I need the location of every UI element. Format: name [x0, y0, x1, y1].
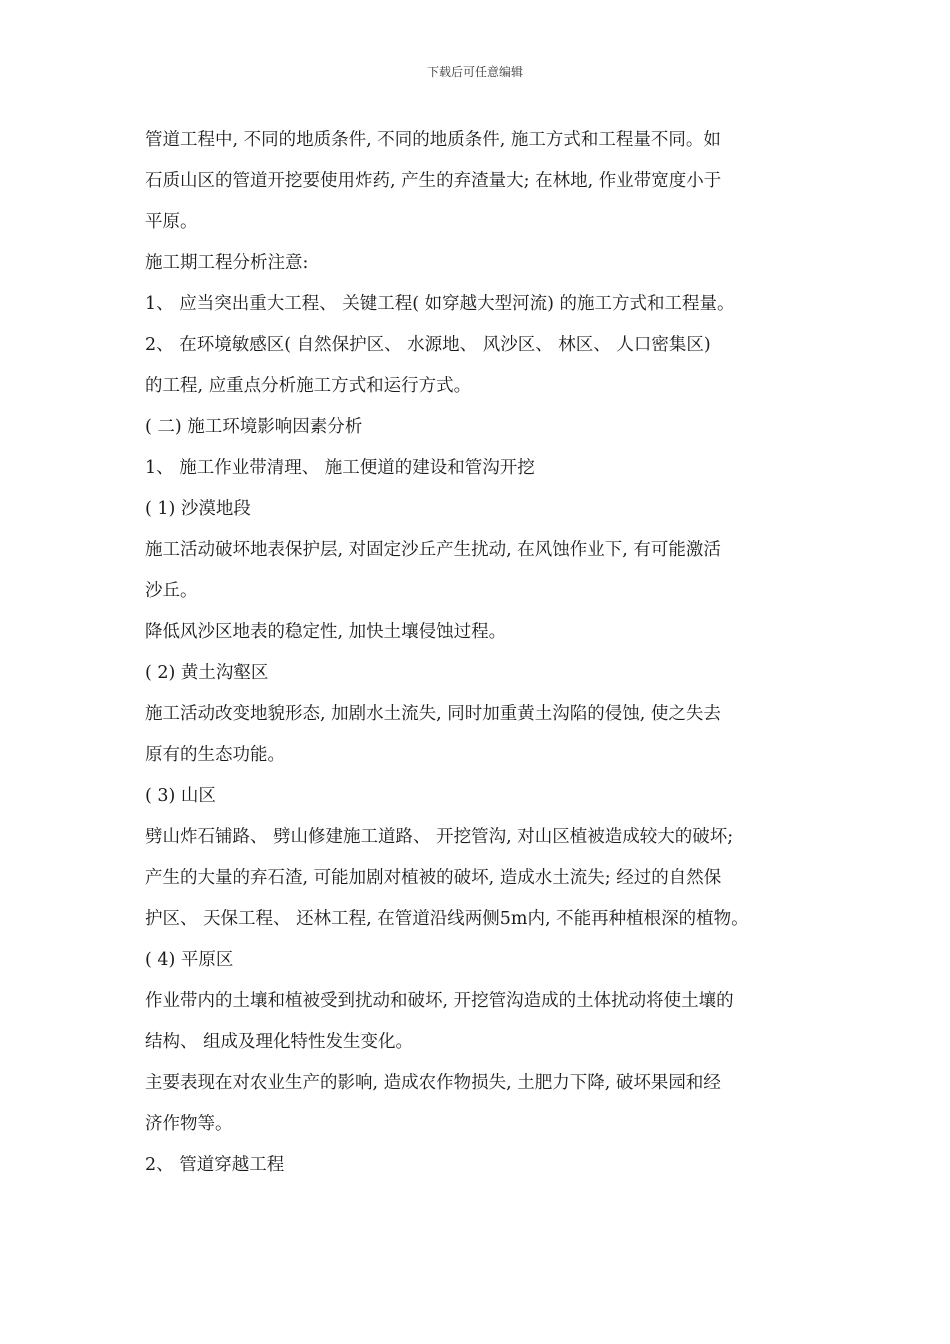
list-item: 1、 施工作业带清理、 施工便道的建设和管沟开挖 — [145, 458, 535, 478]
section-heading: 施工期工程分析注意: — [145, 253, 309, 273]
subsection-heading: ( 4) 平原区 — [145, 950, 234, 970]
text-line: 作业带内的土壤和植被受到扰动和破坏, 开挖管沟造成的土体扰动将使土壤的 — [145, 991, 734, 1011]
text-line: 护区、 天保工程、 还林工程, 在管道沿线两侧5m内, 不能再种植根深的植物。 — [145, 909, 749, 929]
subsection-heading: ( 1) 沙漠地段 — [145, 499, 251, 519]
text-line: 施工活动破坏地表保护层, 对固定沙丘产生扰动, 在风蚀作业下, 有可能激活 — [145, 540, 721, 560]
text-line: 石质山区的管道开挖要使用炸药, 产生的弃渣量大; 在林地, 作业带宽度小于 — [145, 171, 722, 191]
text-line: 主要表现在对农业生产的影响, 造成农作物损失, 土肥力下降, 破坏果园和经 — [145, 1073, 721, 1093]
text-line: 的工程, 应重点分析施工方式和运行方式。 — [145, 376, 472, 396]
text-line: 产生的大量的弃石渣, 可能加剧对植被的破坏, 造成水土流失; 经过的自然保 — [145, 868, 722, 888]
text-line: 劈山炸石铺路、 劈山修建施工道路、 开挖管沟, 对山区植被造成较大的破坏; — [145, 827, 734, 847]
page-header: 下载后可任意编辑 — [426, 65, 523, 79]
list-item: 2、 管道穿越工程 — [145, 1155, 285, 1175]
text-line: 施工活动改变地貌形态, 加剧水土流失, 同时加重黄土沟陷的侵蚀, 使之失去 — [145, 704, 721, 724]
text-line: 济作物等。 — [145, 1114, 233, 1134]
text-line: 结构、 组成及理化特性发生变化。 — [145, 1032, 414, 1052]
text-line: 平原。 — [145, 212, 198, 232]
subsection-heading: ( 2) 黄土沟壑区 — [145, 663, 269, 683]
text-line: 原有的生态功能。 — [145, 745, 285, 765]
list-item: 2、 在环境敏感区( 自然保护区、 水源地、 风沙区、 林区、 人口密集区) — [145, 335, 711, 355]
section-heading: ( 二) 施工环境影响因素分析 — [145, 417, 363, 437]
text-line: 降低风沙区地表的稳定性, 加快土壤侵蚀过程。 — [145, 622, 507, 642]
list-item: 1、 应当突出重大工程、 关键工程( 如穿越大型河流) 的施工方式和工程量。 — [145, 294, 735, 314]
document-body — [145, 120, 825, 1186]
text-line: 沙丘。 — [145, 581, 198, 601]
text-line: 管道工程中, 不同的地质条件, 不同的地质条件, 施工方式和工程量不同。如 — [145, 130, 721, 150]
subsection-heading: ( 3) 山区 — [145, 786, 216, 806]
